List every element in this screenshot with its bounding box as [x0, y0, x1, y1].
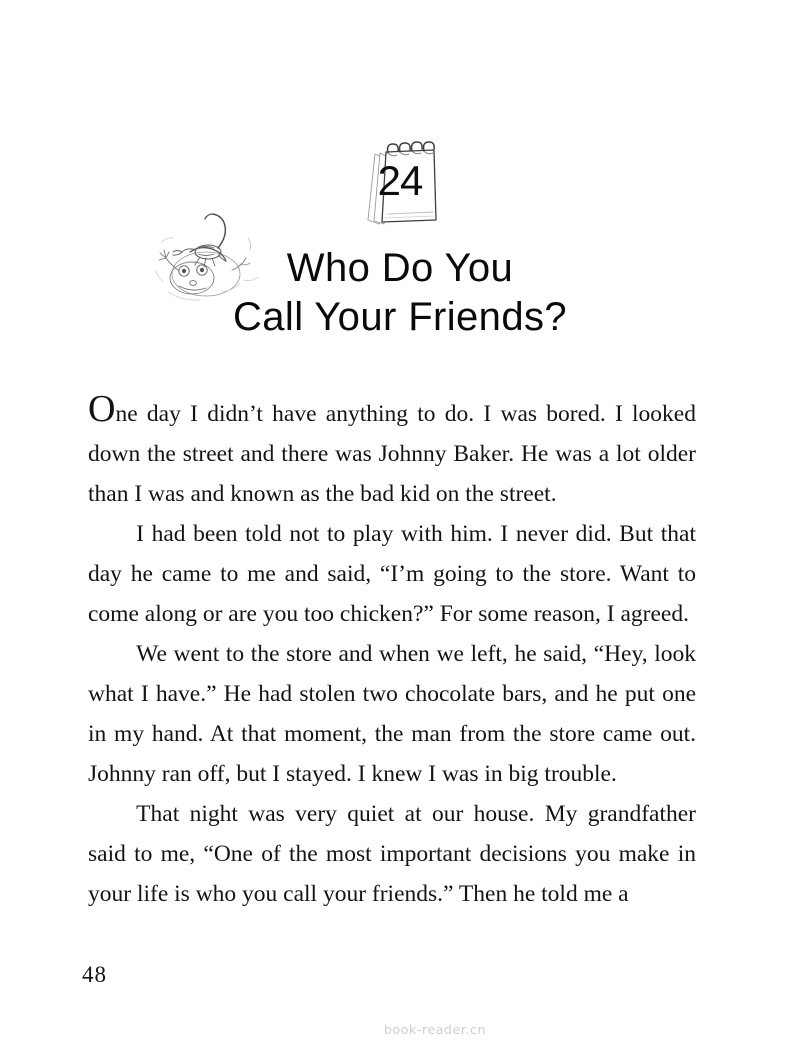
chapter-header: [0, 132, 800, 342]
chapter-title-line-2: Call Your Friends?: [232, 294, 568, 339]
flip-calendar-icon: [348, 132, 452, 236]
watermark: book-reader.cn: [384, 1022, 486, 1037]
body-paragraph: That night was very quiet at our house. My grandfather said to me, “One of the most important decisions you make in your life is who you call your friends.” Then he told me a: [88, 801, 696, 907]
page-title: [0, 244, 800, 342]
chapter-title-line-1: Who Do You: [286, 246, 514, 290]
page-number: 48: [82, 962, 107, 987]
chapter-number: 24: [377, 157, 423, 204]
body-paragraph: We went to the store and when we left, he said, “Hey, look what I have.” He had stolen two chocolate bars, and he put one in my hand. At that moment, the man from the store came out. Johnny ran off, but I stayed. I knew I was in big trouble.: [88, 641, 696, 787]
body-paragraph: One day I didn’t have anything to do. I was bored. I looked down the street and there was Johnny Baker. He was a lot older than I was and known as the bad kid on the street.: [88, 388, 696, 507]
body-copy: [88, 388, 696, 914]
body-paragraph: I had been told not to play with him. I never did. But that day he came to me and said, “I’m going to the store. Want to come along or are you too chicken?” For some reason, I agreed.: [88, 521, 696, 627]
